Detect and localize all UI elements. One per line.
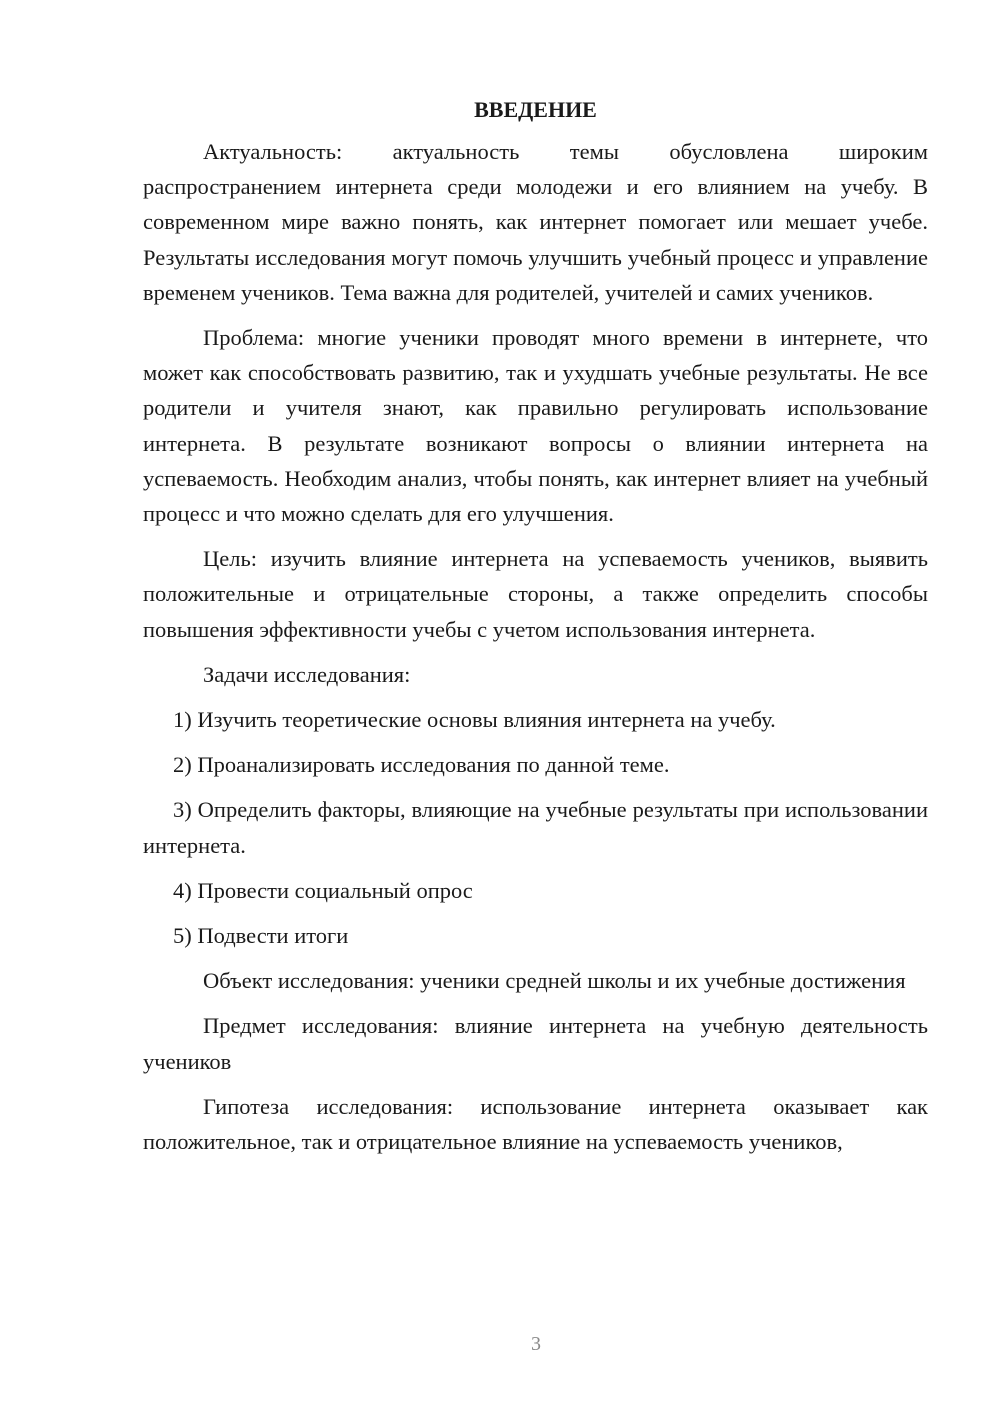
paragraph-subject: Предмет исследования: влияние интернета на учебную деятельность учеников xyxy=(143,1013,928,1074)
list-item: 4) Провести социальный опрос xyxy=(173,877,473,903)
paragraph-goal: Цель: изучить влияние интернета на успеваемость учеников, выявить положительные и отрицательные стороны, а также определить способы повышения эффективности учебы с учетом использования интернета. xyxy=(143,546,928,642)
paragraph-relevance: Актуальность: актуальность темы обусловлена широким распространением интернета среди молодежи и его влиянием на учебу. В современном мире важно понять, как интернет помогает или мешает учебе. Результаты исследования могут помочь улучшить учебный процесс и управление временем учеников. Тема важна для родителей, учителей и самих учеников. xyxy=(143,139,928,305)
list-item: 2) Проанализировать исследования по данной теме. xyxy=(173,752,670,778)
page-content xyxy=(143,92,928,1169)
paragraph-hypothesis: Гипотеза исследования: использование интернета оказывает как положительное, так и отрицательное влияние на успеваемость учеников, xyxy=(143,1093,928,1155)
list-item: 1) Изучить теоретические основы влияния интернета на учебу. xyxy=(173,707,776,733)
list-item: 3) Определить факторы, влияющие на учебные результаты при использовании интернета. xyxy=(143,797,928,858)
paragraph-problem: Проблема: многие ученики проводят много времени в интернете, что может как способствовать развитию, так и ухудшать учебные результаты. Не все родители и учителя знают, как правильно регулировать использование интернета. В результате возникают вопросы о влиянии интернета на успеваемость. Необходим анализ, чтобы понять, как интернет влияет на учебный процесс и что можно сделать для его улучшения. xyxy=(143,325,928,527)
list-item: 5) Подвести итоги xyxy=(173,923,349,949)
paragraph-object: Объект исследования: ученики средней школы и их учебные достижения xyxy=(203,968,906,994)
page-number: 3 xyxy=(531,1333,541,1355)
section-title: ВВЕДЕНИЕ xyxy=(474,97,597,122)
paragraph-tasks-heading: Задачи исследования: xyxy=(203,661,411,687)
tasks-list xyxy=(143,702,928,953)
